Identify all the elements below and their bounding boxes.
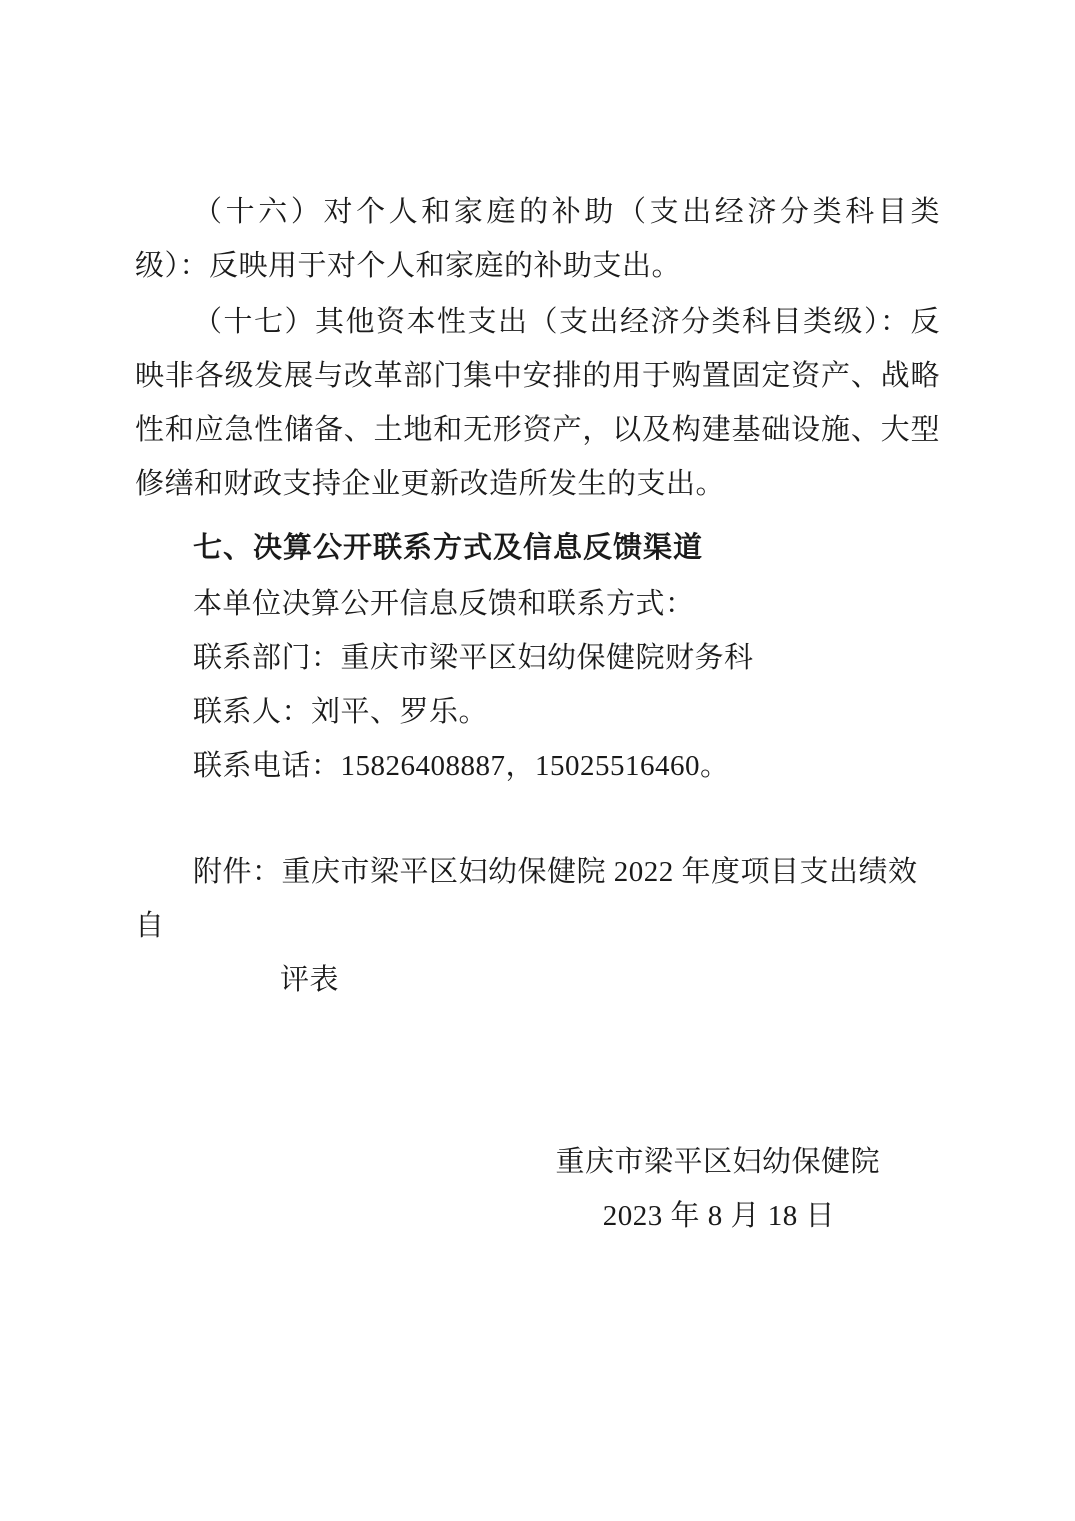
paragraph-sixteen: （十六）对个人和家庭的补助（支出经济分类科目类级）：反映用于对个人和家庭的补助支出。: [135, 196, 940, 282]
signature-organization: 重庆市梁平区妇幼保健院: [555, 1146, 880, 1178]
contact-intro-line: 本单位决算公开信息反馈和联系方式：: [193, 588, 695, 620]
attachment-line-continuation: 评表: [280, 964, 340, 996]
signature-date: 2023 年 8 月 18 日: [602, 1200, 835, 1232]
contact-department-line: 联系部门：重庆市梁平区妇幼保健院财务科: [193, 642, 754, 674]
paragraph-seventeen: （十七）其他资本性支出（支出经济分类科目类级）：反映非各级发展与改革部门集中安排的用于购置固定资产、战略性和应急性储备、土地和无形资产，以及构建基础设施、大型修缮和财政支持企业更新改造所发生的支出。: [135, 306, 940, 500]
attachment-line-primary: 附件：重庆市梁平区妇幼保健院 2022 年度项目支出绩效自: [135, 856, 918, 942]
signature-block: [135, 1135, 940, 1243]
contact-phone-line: 联系电话：15826408887，15025516460。: [193, 750, 730, 782]
section-heading-seven: 七、决算公开联系方式及信息反馈渠道: [193, 532, 704, 564]
attachment-block: [135, 845, 940, 1007]
contact-person-line: 联系人：刘平、罗乐。: [193, 696, 489, 728]
